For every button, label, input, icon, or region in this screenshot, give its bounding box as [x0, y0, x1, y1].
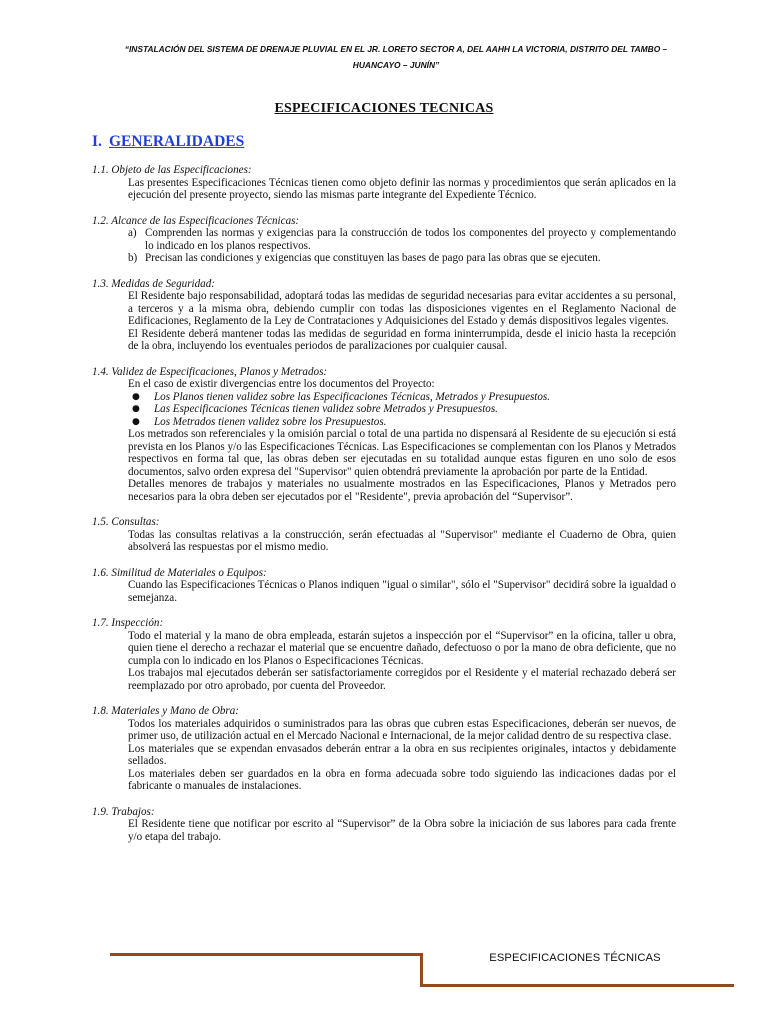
paragraph: El Residente deberá mantener todas las medidas de seguridad en forma ininterrumpida, desde el inicio hasta la recepción de la obra, incluyendo los eventuales periodos de paralizaciones por cualquier causal. — [128, 327, 676, 352]
bullet-icon: ● — [132, 404, 140, 414]
spec-section — [92, 366, 676, 504]
bullet-icon: ● — [132, 391, 140, 402]
list-marker: b) — [128, 252, 138, 264]
paragraph: Todo el material y la mano de obra empleada, estarán sujetos a inspección por el “Supervisor” en la oficina, taller u obra, quien tiene el derecho a rechazar el material que se encuentre dañado, defectuoso o por la mano de obra deficiente, que no cumpla con lo indicado en los Planos o Especificaciones Técnicas. — [128, 629, 676, 667]
paragraph: Las presentes Especificaciones Técnicas tienen como objeto definir las normas y procedimientos que serán aplicados en la ejecución del presente proyecto, siendo las mismas parte integrante del Expediente Técnico. — [128, 176, 676, 201]
project-title — [110, 41, 682, 73]
subsection-heading: 1.1. Objeto de las Especificaciones: — [92, 164, 252, 176]
paragraph: Todas las consultas relativas a la construcción, serán efectuadas al "Supervisor" mediante el Cuaderno de Obra, quien absolverá las respuestas por el mismo medio. — [128, 528, 676, 553]
footer-label: ESPECIFICACIONES TÉCNICAS — [489, 952, 661, 964]
spec-section — [92, 617, 676, 692]
paragraph: El Residente bajo responsabilidad, adoptará todas las medidas de seguridad necesarias para evitar accidentes a su personal, a terceros y a la misma obra, debiendo cumplir con todas las disposiciones vigentes en el Reglamento Nacional de Edificaciones, Reglamento de la Ley de Contrataciones y Adquisiciones del Estado y demás dispositivos legales vigentes. — [128, 290, 676, 327]
section-number: I. — [92, 133, 102, 150]
paragraph: Cuando las Especificaciones Técnicas o Planos indiquen "igual o similar", sólo el "Supervisor" decidirá sobre la igualdad o semejanza. — [128, 579, 676, 604]
spec-section — [92, 567, 676, 605]
bullet-text: Los Metrados tienen validez sobre los Presupuestos. — [154, 415, 387, 428]
list-text: Comprenden las normas y exigencias para la construcción de todos los componentes del proyecto y complementando lo indicado en los planos respectivos. — [145, 227, 676, 252]
spec-section — [92, 516, 676, 554]
bullet-text: Las Especificaciones Técnicas tienen validez sobre Metrados y Presupuestos. — [154, 403, 498, 415]
bullet-item — [132, 416, 676, 429]
subsection-heading: 1.2. Alcance de las Especificaciones Técnicas: — [92, 214, 300, 227]
intro-text: En el caso de existir divergencias entre los documentos del Proyecto: — [128, 378, 435, 390]
section-title: GENERALIDADES — [109, 133, 245, 150]
spec-section — [92, 215, 676, 265]
subsection-heading: 1.4. Validez de Especificaciones, Planos y Metrados: — [92, 365, 328, 378]
sections-container — [92, 164, 676, 843]
footer-rule-left — [110, 953, 422, 956]
list-item — [128, 252, 676, 265]
spec-section — [92, 164, 676, 202]
subsection-heading: 1.7. Inspección: — [92, 617, 164, 629]
bullet-list — [132, 391, 676, 429]
project-title-line-1: “INSTALACIÓN DEL SISTEMA DE DRENAJE PLUVIAL EN EL JR. LORETO SECTOR A, DEL AAHH LA VICTORIA, DISTRITO DEL TAMBO – — [124, 44, 668, 54]
project-title-line-2: HUANCAYO – JUNÍN” — [352, 60, 440, 70]
paragraph: Los metrados son referenciales y la omisión parcial o total de una partida no dispensará al Residente de su ejecución si está prevista en los Planos y/o las Especificaciones Técnicas. Las Especificaciones se complementan con los Planos y Metrados respectivos en forma tal que, las obras deben ser ejecutadas en su totalidad aunque estas figuren en uno solo de esos documentos, salvo orden expresa del "Supervisor" quien obtendrá previamente la aprobación por parte de la Entidad. — [128, 428, 676, 478]
spec-section — [92, 278, 676, 353]
bullet-item — [132, 403, 676, 416]
subsection-heading: 1.6. Similitud de Materiales o Equipos: — [92, 566, 267, 579]
subsection-heading: 1.8. Materiales y Mano de Obra: — [92, 705, 239, 717]
paragraph: Los materiales deben ser guardados en la obra en forma adecuada sobre todo siguiendo las indicaciones dadas por el fabricante o manuales de instalaciones. — [128, 767, 676, 792]
lettered-list — [128, 227, 676, 265]
list-item — [128, 227, 676, 252]
subsection-heading: 1.5. Consultas: — [92, 516, 160, 528]
list-text: Precisan las condiciones y exigencias que constituyen las bases de pago para las obras que se ejecuten. — [145, 252, 601, 264]
footer-rule-step — [420, 953, 423, 987]
bullet-text: Los Planos tienen validez sobre las Especificaciones Técnicas, Metrados y Presupuestos. — [154, 390, 551, 403]
paragraph: El Residente tiene que notificar por escrito al “Supervisor” de la Obra sobre la iniciación de sus labores para cada frente y/o etapa del trabajo. — [128, 818, 676, 843]
spec-section — [92, 806, 676, 844]
section-heading-generalidades — [92, 133, 244, 151]
document-title: ESPECIFICACIONES TECNICAS — [274, 101, 494, 116]
paragraph: Los materiales que se expendan envasados deberán entrar a la obra en sus recipientes originales, intactos y debidamente sellados. — [128, 742, 676, 767]
bullet-icon: ● — [132, 416, 140, 427]
paragraph: Detalles menores de trabajos y materiales no usualmente mostrados en las Especificaciones, Planos y Metrados pero necesarios para la obra deben ser ejecutados por el "Residente", previa aprobación del “Supervisor”. — [128, 478, 676, 503]
paragraph: Los trabajos mal ejecutados deberán ser satisfactoriamente corregidos por el Residente y el material rechazado deberá ser reemplazado por otro aprobado, por cuenta del Proveedor. — [128, 667, 676, 692]
paragraph: Todos los materiales adquiridos o suministrados para las obras que cubren estas Especificaciones, deberán ser nuevos, de primer uso, de utilización actual en el Mercado Nacional e Internacional, de la mejor calidad dentro de su respectiva clase. — [128, 717, 676, 742]
subsection-heading: 1.9. Trabajos: — [92, 805, 155, 818]
list-marker: a) — [128, 227, 137, 239]
spec-section — [92, 705, 676, 793]
subsection-heading: 1.3. Medidas de Seguridad: — [92, 277, 215, 290]
footer-rule-right — [420, 984, 734, 987]
bullet-item — [132, 391, 676, 404]
